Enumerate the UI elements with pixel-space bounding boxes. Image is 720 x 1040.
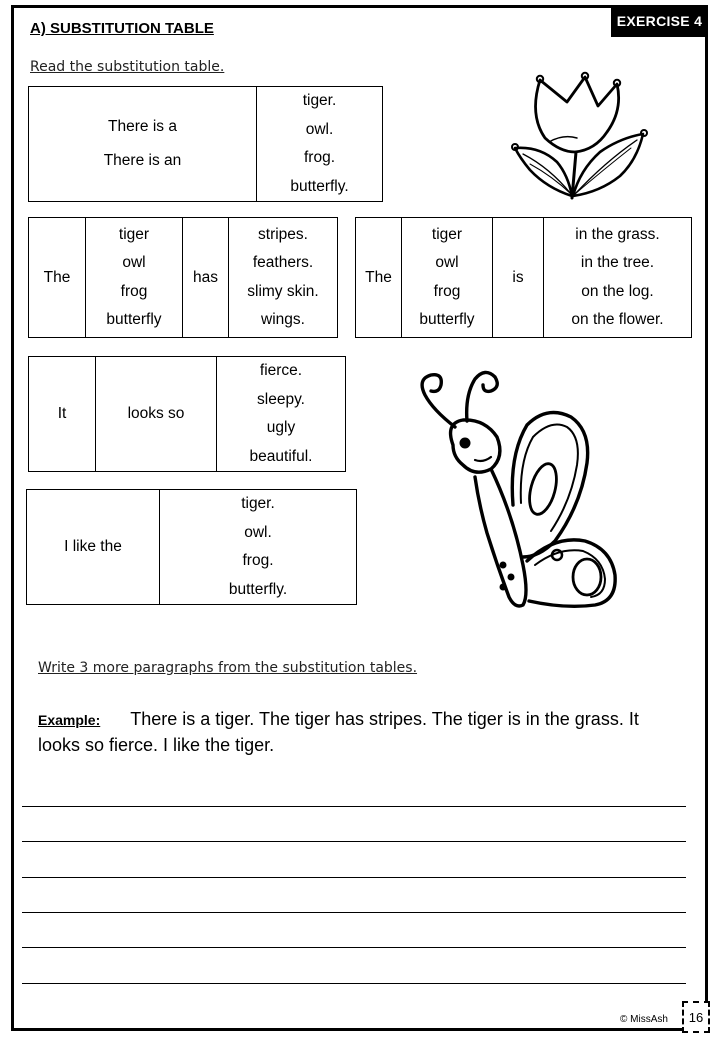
writing-line-6[interactable]	[22, 983, 686, 984]
butterfly-icon	[405, 365, 630, 615]
table2-c2-1: owl	[122, 254, 146, 271]
table4-c3-1: sleepy.	[257, 390, 305, 408]
writing-line-2[interactable]	[22, 841, 686, 842]
table4-c3-cell	[217, 357, 346, 472]
table1-right-1: owl.	[305, 120, 334, 138]
table3-c2-1: owl	[435, 254, 459, 271]
table3-c1: The	[356, 218, 402, 338]
table3-c2-3: butterfly	[419, 311, 475, 328]
table1-left-cell	[29, 87, 257, 202]
table1-right-2: frog.	[303, 149, 335, 166]
table2-c1: The	[29, 218, 86, 338]
table2-c2-cell	[86, 218, 183, 338]
table5-c2-2: frog.	[242, 552, 274, 569]
table2-c4-3: wings.	[261, 311, 305, 328]
copyright-notice: © MissAsh	[620, 1014, 668, 1025]
table4-c3-2: ugly	[266, 419, 296, 436]
table4-c3-3: beautiful.	[249, 447, 313, 465]
table2-c4-2: slimy skin.	[247, 282, 319, 300]
substitution-table-i-like	[26, 489, 357, 605]
table1-right-cell	[257, 87, 383, 202]
substitution-table-looks-so	[28, 356, 346, 472]
table3-c3: is	[493, 218, 544, 338]
write-instruction: Write 3 more paragraphs from the substitution tables.	[38, 660, 418, 676]
table2-c3: has	[183, 218, 229, 338]
table3-c2-cell	[402, 218, 493, 338]
exercise-badge: EXERCISE 4	[611, 5, 708, 37]
table2-c4-cell	[229, 218, 338, 338]
table1-right-0: tiger.	[302, 92, 337, 109]
example-paragraph	[38, 707, 683, 758]
substitution-table-is	[355, 217, 692, 338]
table3-c4-cell	[544, 218, 692, 338]
tulip-icon	[505, 70, 655, 205]
substitution-table-there-is	[28, 86, 383, 202]
table5-c2-3: butterfly.	[228, 580, 288, 598]
read-instruction: Read the substitution table.	[30, 59, 225, 75]
table2-c2-2: frog	[120, 282, 148, 300]
table1-right-3: butterfly.	[290, 177, 349, 195]
example-label: Example:	[38, 712, 101, 728]
table3-c4-0: in the grass.	[575, 225, 660, 243]
table1-left-0: There is a	[108, 118, 177, 135]
table2-c2-3: butterfly	[106, 311, 162, 328]
page-number: 16	[682, 1001, 710, 1033]
writing-line-5[interactable]	[22, 947, 686, 948]
table3-c4-2: on the log.	[581, 282, 654, 300]
table5-c2-cell	[160, 490, 357, 605]
table5-c2-1: owl.	[244, 523, 272, 541]
table5-c1: I like the	[27, 490, 160, 605]
example-text: There is a tiger. The tiger has stripes. The tiger is in the grass. It looks so fierce. I like the tiger.	[38, 709, 639, 755]
table2-c4-0: stripes.	[258, 225, 308, 243]
table5-c2-0: tiger.	[241, 495, 275, 512]
table3-c2-2: frog	[433, 282, 461, 300]
table4-c2: looks so	[96, 357, 217, 472]
table2-c2-0: tiger	[118, 225, 150, 243]
table3-c4-1: in the tree.	[580, 254, 655, 271]
writing-line-1[interactable]	[22, 806, 686, 807]
table4-c3-0: fierce.	[259, 362, 303, 379]
table4-c1: It	[29, 357, 96, 472]
table3-c2-0: tiger	[431, 225, 463, 243]
table3-c4-3: on the flower.	[571, 311, 664, 328]
table2-c4-1: feathers.	[252, 254, 314, 271]
table1-left-1: There is an	[103, 152, 182, 169]
writing-line-3[interactable]	[22, 877, 686, 878]
section-title: A) SUBSTITUTION TABLE	[30, 20, 214, 37]
writing-line-4[interactable]	[22, 912, 686, 913]
substitution-table-has	[28, 217, 338, 338]
